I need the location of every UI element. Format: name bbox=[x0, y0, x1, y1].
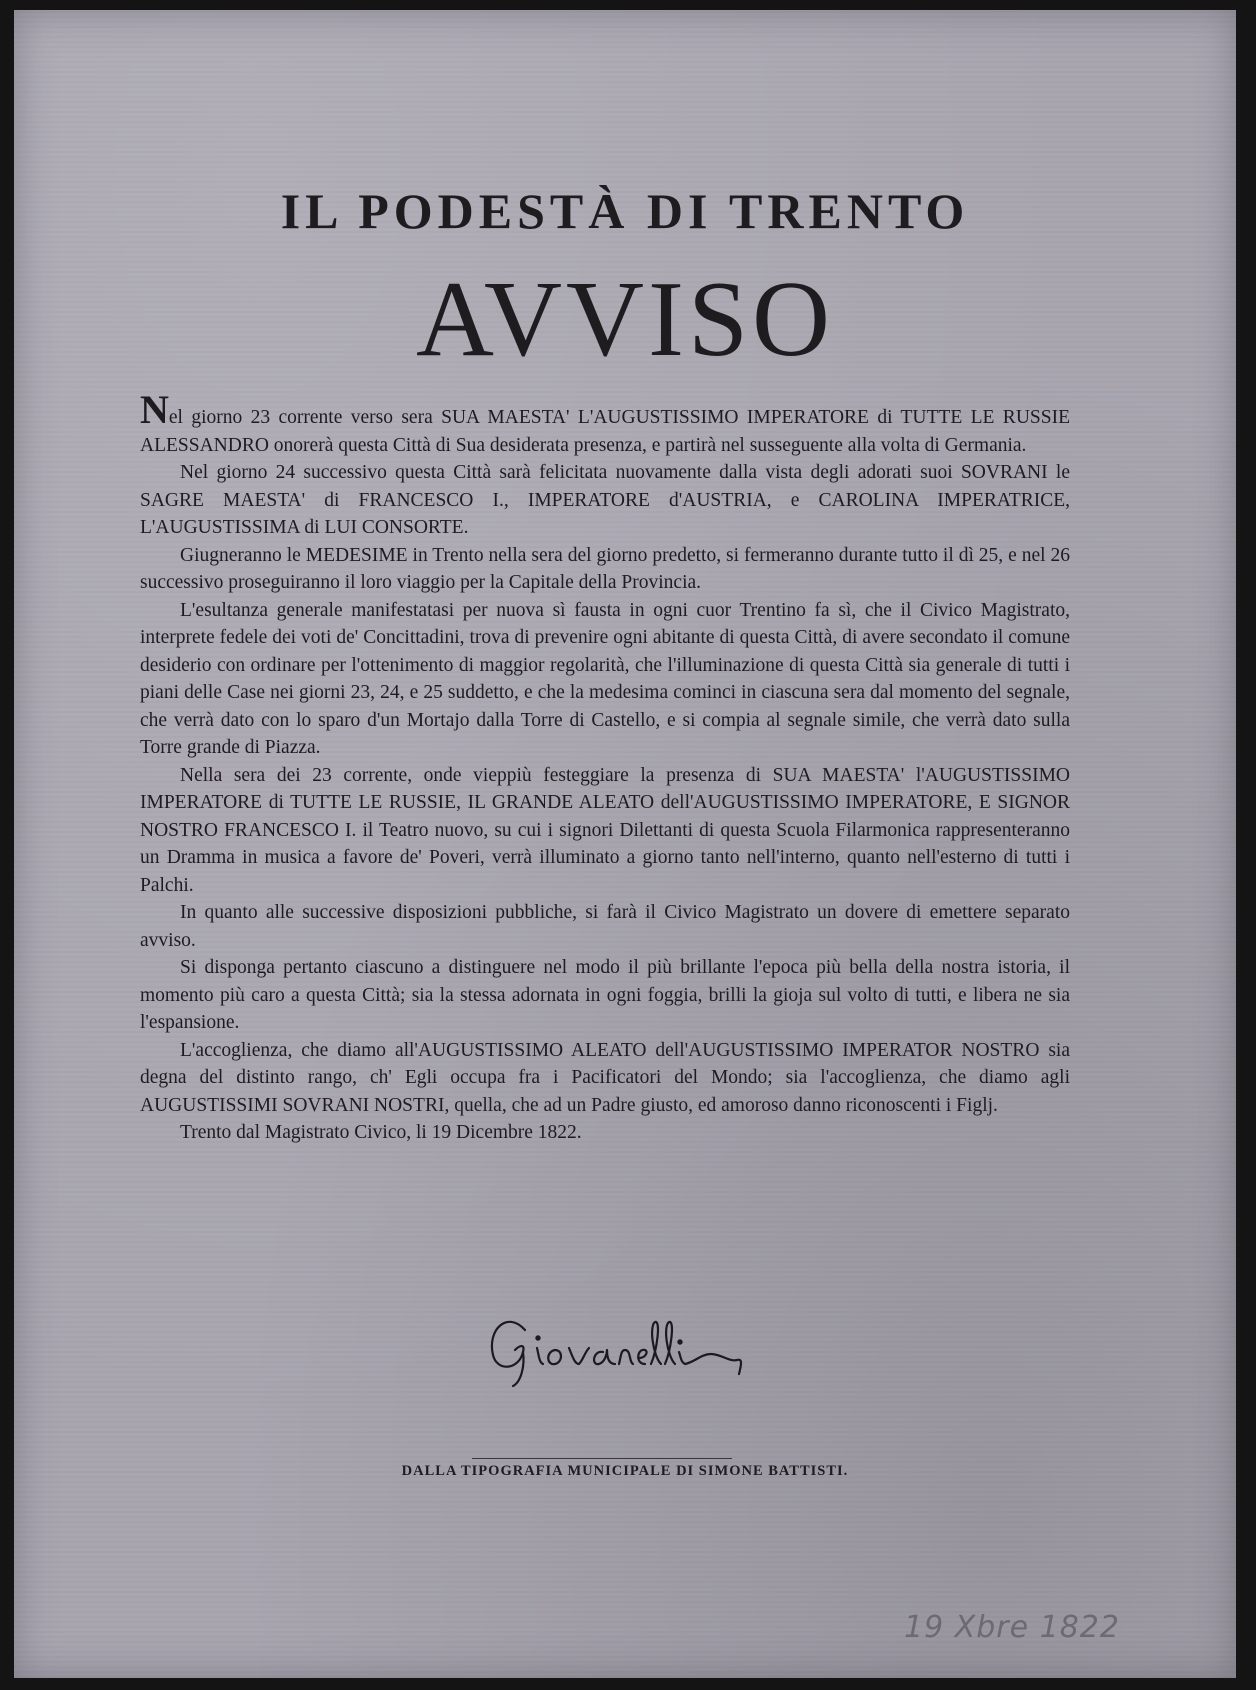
dateline: Trento dal Magistrato Civico, li 19 Dicembre 1822. bbox=[180, 1122, 582, 1143]
signature-drawing bbox=[485, 1300, 765, 1390]
paragraph-text: el giorno 23 corrente verso sera SUA MAESTA' L'AUGUSTISSIMO IMPERATORE di TUTTE LE RUSSIE ALESSANDRO onorerà questa Città di Sua desiderata presenza, e partirà nel susseguente alla volta di Germania. bbox=[140, 407, 1070, 456]
paragraph-7: Si disponga pertanto ciascuno a distinguere nel modo il più brillante l'epoca più bella della nostra istoria, il momento più caro a questa Città; sia la stessa adornata in ogni foggia, brilli la gioja sul volto di tutti, e libera ne sia l'espansione. bbox=[140, 957, 1070, 1033]
poster-sheet bbox=[14, 10, 1236, 1678]
paragraph-5: Nella sera dei 23 corrente, onde vieppiù festeggiare la presenza di SUA MAESTA' l'AUGUSTISSIMO IMPERATORE di TUTTE LE RUSSIE, IL GRANDE ALEATO dell'AUGUSTISSIMO IMPERATORE, E SIGNOR NOSTRO FRANCESCO I. il Teatro nuovo, su cui i signori Dilettanti di questa Scuola Filarmonica rappresenteranno un Dramma in musica a favore de' Poveri, verrà illuminato a giorno tanto nell'interno, quanto nell'esterno di tutti i Palchi. bbox=[140, 764, 1070, 896]
paragraph-3: Giugneranno le MEDESIME in Trento nella sera del giorno predetto, si fermeranno durante tutto il dì 25, e nel 26 successivo proseguiranno il loro viaggio per la Capitale della Provincia. bbox=[140, 544, 1070, 593]
drop-cap: N bbox=[140, 387, 169, 432]
signature bbox=[14, 1300, 1236, 1395]
paragraph-2: Nel giorno 24 successivo questa Città sarà felicitata nuovamente dalla vista degli adorati suoi SOVRANI le SAGRE MAESTA' di FRANCESCO I., IMPERATORE d'AUSTRIA, e CAROLINA IMPERATRICE, L'AUGUSTISSIMA di LUI CONSORTE. bbox=[140, 462, 1070, 538]
paragraph-1 bbox=[140, 387, 1070, 459]
paragraph-6: In quanto alle successive disposizioni pubbliche, si farà il Civico Magistrato un dovere di emettere separato avviso. bbox=[140, 902, 1070, 951]
body-text bbox=[140, 387, 1070, 1147]
paragraph-8: L'accoglienza, che diamo all'AUGUSTISSIMO ALEATO dell'AUGUSTISSIMO IMPERATOR NOSTRO sia degna del distinto rango, ch' Egli occupa fra i Pacificatori del Mondo; sia l'accoglienza, che diamo agli AUGUSTISSIMI SOVRANI NOSTRI, quella, che ad un Padre giusto, ed amoroso danno riconoscenti i Figlj. bbox=[140, 1039, 1070, 1116]
document-title: AVVISO bbox=[415, 260, 835, 379]
heading: IL PODESTÀ DI TRENTO bbox=[280, 183, 970, 239]
paragraph-4: L'esultanza generale manifestatasi per nuova sì fausta in ogni cuor Trentino fa sì, che il Civico Magistrato, interprete fedele dei voti de' Concittadini, trova di prevenire ogni abitante di questa Città, di avere secondato il comune desiderio con ordinare per l'ottenimento di maggior regolarità, che l'illuminazione di questa Città sia generale di tutti i piani delle Case nei giorni 23, 24, e 25 suddetto, e che la medesima cominci in ciascuna sera dal momento del segnale, che verrà dato con lo sparo d'un Mortajo dalla Torre di Castello, e si compia al segnale simile, che verrà dato sulla Torre grande di Piazza. bbox=[140, 599, 1070, 758]
archive-date-note: 19 Xbre 1822 bbox=[904, 1610, 1120, 1645]
printer-imprint: DALLA TIPOGRAFIA MUNICIPALE DI SIMONE BATTISTI. bbox=[401, 1463, 849, 1479]
imprint-rule bbox=[472, 1458, 732, 1459]
